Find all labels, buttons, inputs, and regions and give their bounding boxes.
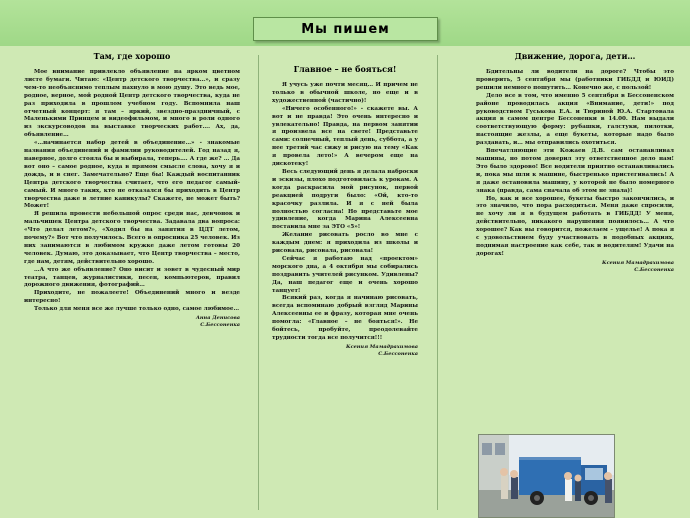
article-heading: Там, где хорошо bbox=[93, 51, 171, 61]
banner-title-box bbox=[253, 17, 438, 41]
author-location: С.Бессоненка bbox=[378, 350, 418, 357]
article-paragraph: Сейчас я работаю над «проектом» морского дна, а 4 октября мы собирались поздравить учителей рисунком. Удивлены? Да, наш педагог еще и очень хорошо танцует! bbox=[272, 255, 418, 294]
article-paragraph: Мое внимание привлекло объявление на ярком цветном листе бумаги. Читаю: «Центр детского творчества…», и сразу чем-то необъяснимо теплым пахнуло в мою душу. Это ведь мое, родное, верное, мой родной Центр детского творчества, куда не раз приходила в прошлом учебном году. Вспомнила наш отчетный концерт: я там – яркий, звездно-праздничный, с Маленькими Принцем и видеофильмом, и много в роли одного из экскурсоводов на выставке творческих работ…. Ах, да, объявление… bbox=[24, 69, 240, 139]
article-paragraph: Желание рисовать росло во мне с каждым днем: я приходила из школы и рисовала, рисовала, рисовала! bbox=[272, 232, 418, 255]
author-location: С.Бессоненка bbox=[200, 322, 240, 329]
banner-title: Мы пишем bbox=[301, 21, 390, 37]
article-paragraph: Я учусь уже почти месяц… И причем не только в обычной школе, но еще и в художественной (частично)! bbox=[272, 82, 418, 104]
author-name: Ксения Мамадрахимова bbox=[346, 343, 418, 350]
article-paragraph: Приходите, не пожалеете! Объединений много и везде интересно! bbox=[24, 290, 240, 305]
article-paragraph: Дело все в том, что именно 5 сентября в Бессоненском районе проводилась акция «Внимание, дети!» под руководством Гуськова Е.А. и Тюриной Ю.А. Стартовала акция в самом центре Бессоненки в 14.00. Нам выдали соответствующую форму: рубашки, галстуки, пилотки, настоящие жезлы, а еще букеты, которые надо было раздавать, и… мы отправились охотиться. bbox=[476, 92, 674, 147]
column-divider bbox=[258, 55, 259, 510]
article-main-thing-dont-fear bbox=[272, 62, 418, 517]
article-heading: Главное – не бояться! bbox=[293, 64, 397, 74]
article-paragraph: Всякий раз, когда я начинаю рисовать, всегда вспоминаю добрый взгляд Марины Алексеевны ее и фразу, которая мне очень помогла: «Главное – не бояться!». Не бойтесь, пробуйте, преодолевайте трудности тогда все получится!!! bbox=[272, 295, 418, 341]
article-paragraph: …А что же объявление? Оно висит и зовет в чудесный мир театра, танцев, журналистики, песен, компьютеров, правил дорожного движения, фотографий… bbox=[24, 266, 240, 289]
article-movement-road-children bbox=[476, 49, 674, 359]
article-there-where-good bbox=[24, 49, 240, 515]
article-paragraph: Бдительны ли водители на дороге? Чтобы это проверить, 5 сентября мы (работники ГИБДД и ЮИД) решили немного пошутить… Конечно же, с пользой! bbox=[476, 69, 674, 91]
author-name: Ксения Мамадрахимова bbox=[602, 259, 674, 266]
column-divider bbox=[437, 55, 438, 510]
street-truck-photo bbox=[478, 434, 615, 518]
article-paragraph: Только для меня все же лучше только одно, самое любимое… bbox=[34, 306, 240, 313]
article-heading: Движение, дорога, дети… bbox=[514, 51, 636, 61]
author-name: Анна Денисова bbox=[195, 315, 240, 322]
author-location: С.Бессоненка bbox=[634, 266, 674, 273]
article-paragraph: Впечатляющие эти Кожаев Д.В. сам останавливал машины, но потом доверил эту ответственное дело нам! Это было здорово! Все водители приятно останавливались и, пока мы шли к машине, быстренько пристегивались! А я даже остановила машину, у которой не было номерного знака (правда, сама сначала об этом не знала)! bbox=[476, 148, 674, 194]
article-paragraph: «…начинается набор детей в объединение…» - знакомые названия объединений и фамилии руководителей. Год назад я, наверное, долго стояла бы и выбирала, теперь…. А где же? … Да вот оно – самое родное, куда в прямом смысле слова, хочу я и дождь, и в снег. Замечательно? Еще бы! Каждый воспитанник Центра детского творчества считает, что его педагог самый-самый. И много таких, кто не отказался бы приходить в Центр творчества даже в летние каникулы? Скажете, не может быть? Может! bbox=[24, 140, 240, 210]
truck-photo-illustration bbox=[479, 435, 615, 518]
article-paragraph: «Ничего особенного!» - скажете вы. А вот и не правда! Это очень интересно и увлекательно! Правда, на первом занятии я произвела все на свете! Представьте сами: солнечный, теплый день, суббота, а у нее третий час сижу и рисую на тему «Как я провела лето!» А вечером еще на дискотеку! bbox=[272, 105, 418, 168]
article-paragraph: Весь следующий день я делала наброски и эскизы, плохо подготовилась к урокам. А когда раскрасила мой рисунок, первой реакцией подруги было: «Ой, кто-то красочку разлила. И я с ней была полностью согласна! Но представьте мое удивление, когда Марина Алексеевна поставила мне за ЭТО «5»! bbox=[272, 168, 418, 231]
article-paragraph: Но, как и все хорошее, букеты быстро закончились, и это значило, что пора расходиться. Меня даже спросили, не хочу ли я в будущем работать в ГИБДД! У меня, действительно, никакого нарушения появилось… А что хорошее? Как вы говорится, пожелаем – ущелье! А пока я с удовольствием буду участвовать в подобных акциях, поднимая настроение как себе, так и водителям! Удачи на дорогах! bbox=[476, 195, 674, 257]
article-paragraph: Я решила провести небольшой опрос среди нас, девчонок и мальчишек Центра детского творчества. Задавала два вопроса: «Что делал летом?», «Ходил бы на занятия в ЦДТ летом, почему?» Вот что получилось. Всего в опросника 25 человек. Из них занимаются в любимом кружке даже летом готовы 20 человек. Думаю, это доказывает, что Центр творчества – место, где нам, детям, действительно хорошо. bbox=[24, 211, 240, 265]
banner bbox=[0, 0, 690, 46]
